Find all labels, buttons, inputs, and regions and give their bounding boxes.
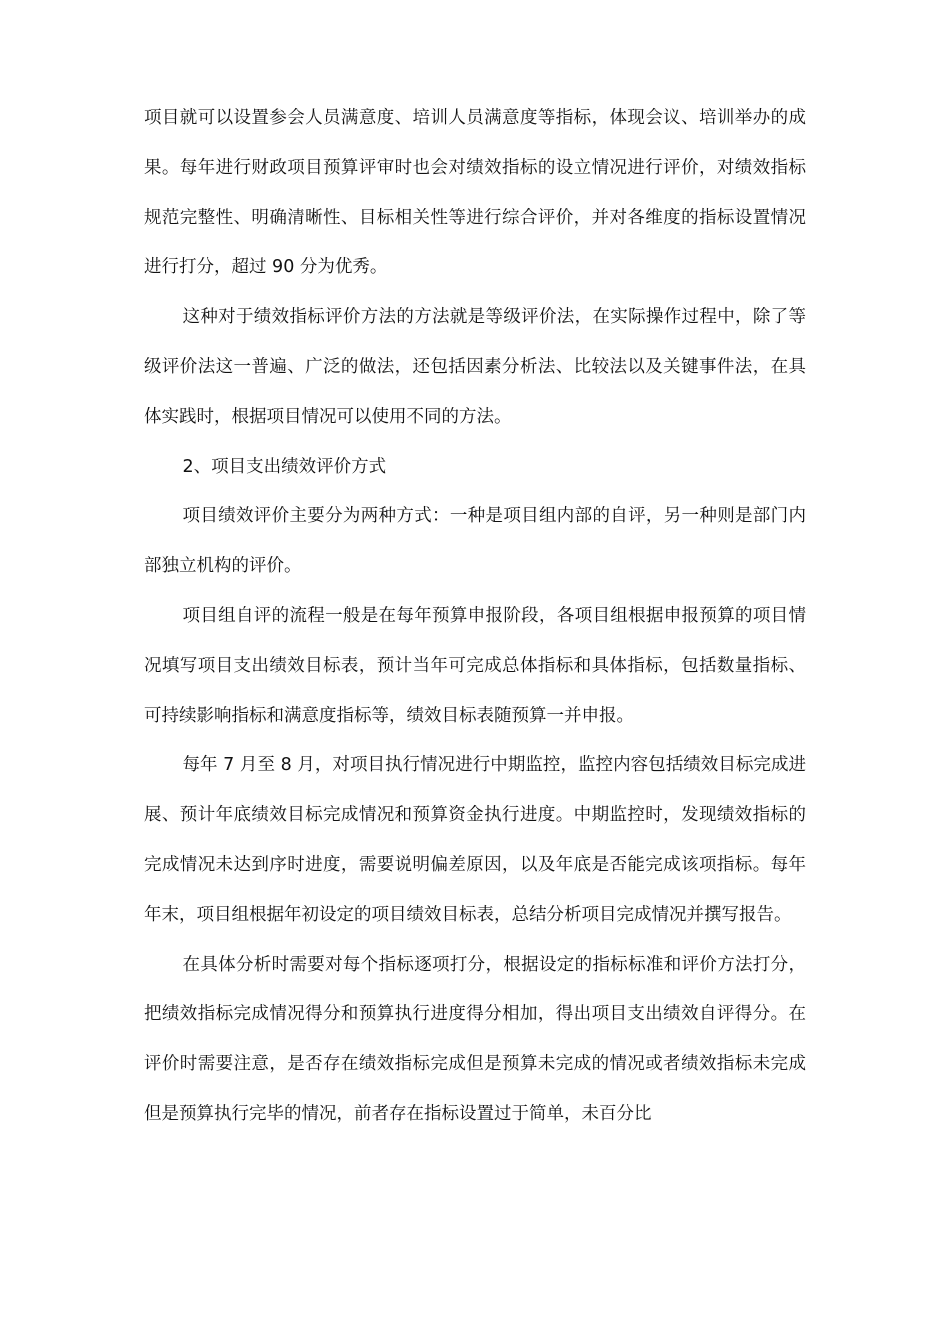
document-body — [144, 94, 806, 1140]
paragraph-self-evaluation-process: 项目组自评的流程一般是在每年预算申报阶段，各项目组根据申报预算的项目情况填写项目支出绩效目标表，预计当年可完成总体指标和具体指标，包括数量指标、可持续影响指标和满意度指标等，绩效目标表随预算一并申报。 — [144, 605, 806, 726]
paragraph-grading-method: 这种对于绩效指标评价方法的方法就是等级评价法，在实际操作过程中，除了等级评价法这一普遍、广泛的做法，还包括因素分析法、比较法以及关键事件法，在具体实践时，根据项目情况可以使用不同的方法。 — [144, 307, 806, 427]
paragraph-scoring-analysis: 在具体分析时需要对每个指标逐项打分，根据设定的指标标准和评价方法打分，把绩效指标完成情况得分和预算执行进度得分相加，得出项目支出绩效自评得分。在评价时需要注意，是否存在绩效指标完成但是预算未完成的情况或者绩效指标未完成但是预算执行完毕的情况，前者存在指标设置过于简单，未百分比 — [144, 954, 806, 1124]
paragraph-continuation: 项目就可以设置参会人员满意度、培训人员满意度等指标，体现会议、培训举办的成果。每年进行财政项目预算评审时也会对绩效指标的设立情况进行评价，对绩效指标规范完整性、明确清晰性、目标相关性等进行综合评价，并对各维度的指标设置情况进行打分，超过 90 分为优秀。 — [144, 108, 806, 278]
paragraph-mid-term-monitoring: 每年 7 月至 8 月，对项目执行情况进行中期监控，监控内容包括绩效目标完成进展、预计年底绩效目标完成情况和预算资金执行进度。中期监控时，发现绩效指标的完成情况未达到序时进度，需要说明偏差原因，以及年底是否能完成该项指标。每年年末，项目组根据年初设定的项目绩效目标表，总结分析项目完成情况并撰写报告。 — [144, 755, 806, 925]
section-heading: 2、项目支出绩效评价方式 — [182, 456, 387, 477]
paragraph-evaluation-modes: 项目绩效评价主要分为两种方式：一种是项目组内部的自评，另一种则是部门内部独立机构的评价。 — [144, 506, 806, 577]
